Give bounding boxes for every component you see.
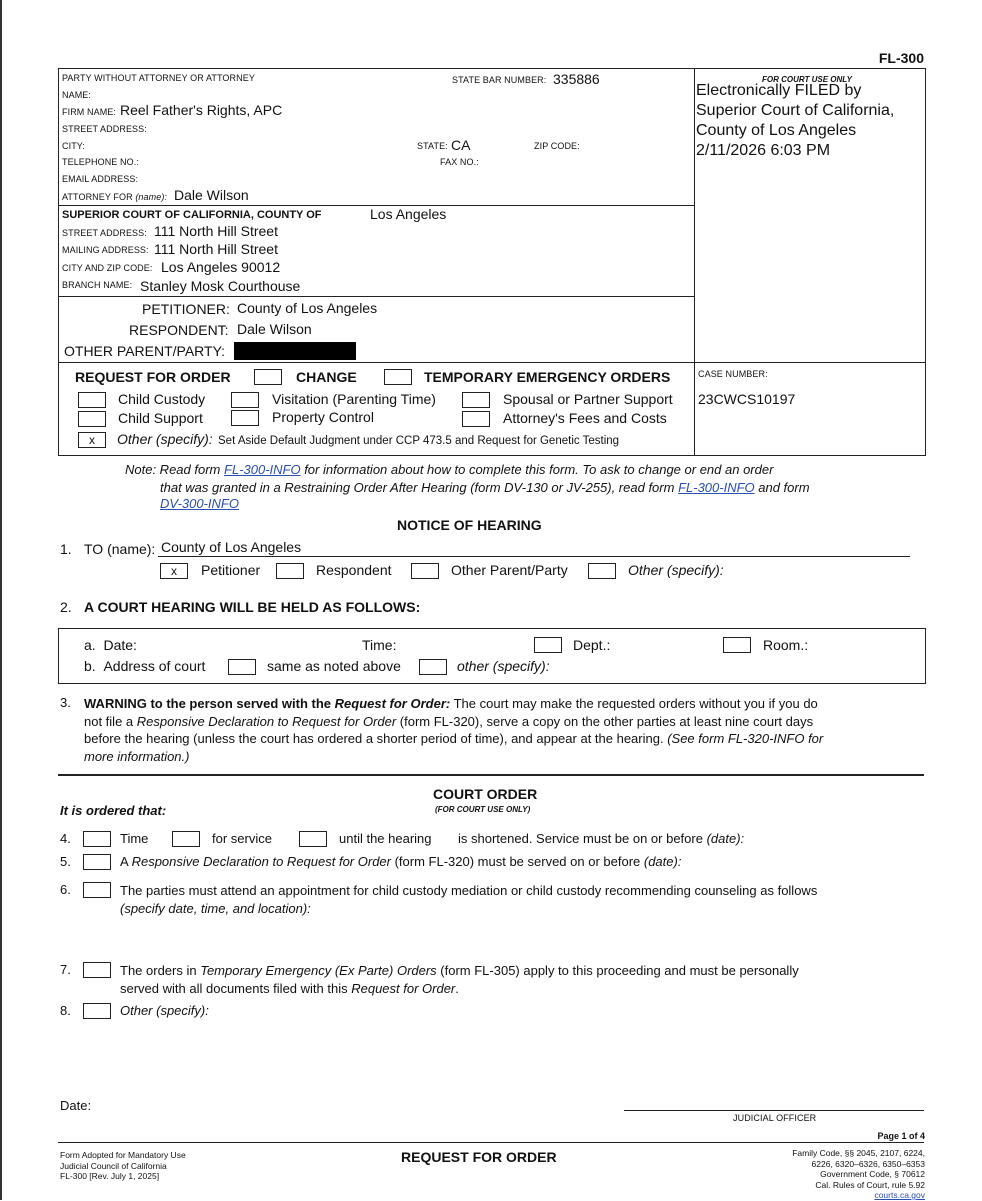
form-id: FL-300	[878, 50, 924, 66]
order4-service-checkbox[interactable]	[172, 831, 200, 847]
order8-num: 8.	[60, 1003, 71, 1018]
divider-court	[58, 296, 695, 297]
court-order-divider	[58, 774, 924, 776]
other-request-text: Set Aside Default Judgment under CCP 473.5 and Request for Genetic Testing	[218, 435, 620, 447]
dv300-info-link[interactable]: DV-300-INFO	[160, 496, 239, 511]
order5-num: 5.	[60, 854, 71, 869]
item2b: b. Address of court	[84, 658, 206, 674]
temp-emergency-label: TEMPORARY EMERGENCY ORDERS	[424, 369, 671, 385]
footer-divider	[58, 1142, 924, 1143]
order8-text: Other (specify):	[120, 1003, 209, 1018]
attorney-for-label: ATTORNEY FOR (name):	[62, 192, 168, 202]
state-value: CA	[451, 137, 471, 153]
order4-hearing: until the hearing	[339, 831, 432, 846]
caption-divider	[694, 68, 695, 455]
date-label: Date:	[60, 1098, 92, 1113]
order8-checkbox[interactable]	[83, 1003, 111, 1019]
attorney-fees-label: Attorney's Fees and Costs	[503, 410, 667, 426]
respondent-checkbox[interactable]	[276, 563, 304, 579]
other-checkbox[interactable]	[588, 563, 616, 579]
redaction-bar	[234, 342, 356, 360]
change-label: CHANGE	[296, 369, 357, 385]
child-support-label: Child Support	[118, 410, 203, 426]
attorney-for-value: Dale Wilson	[174, 187, 249, 203]
court-street-label: STREET ADDRESS:	[62, 228, 147, 238]
other-option: Other (specify):	[628, 562, 724, 578]
other-party-label: OTHER PARENT/PARTY:	[64, 343, 226, 359]
item1-name: County of Los Angeles	[161, 539, 302, 555]
courts-link[interactable]: courts.ca.gov	[874, 1190, 925, 1200]
order5-text: A Responsive Declaration to Request for Order (form FL-320) must be served on or before (date):	[120, 854, 682, 869]
case-number: 23CWCS10197	[698, 391, 796, 407]
item1-label: TO (name):	[84, 541, 156, 557]
case-number-label: CASE NUMBER:	[698, 369, 768, 379]
party-header: PARTY WITHOUT ATTORNEY OR ATTORNEY	[62, 73, 255, 83]
petitioner-name: County of Los Angeles	[237, 300, 378, 316]
order7-checkbox[interactable]	[83, 962, 111, 978]
court-branch-label: BRANCH NAME:	[62, 280, 133, 290]
property-control-label: Property Control	[272, 409, 374, 425]
petitioner-checkbox[interactable]: x	[160, 563, 188, 579]
item2-num: 2.	[60, 599, 72, 615]
order4-time: Time	[120, 831, 149, 846]
order7-num: 7.	[60, 962, 71, 977]
time-label: Time:	[362, 637, 397, 653]
order4-rest: is shortened. Service must be on or before (date):	[458, 831, 745, 846]
child-support-checkbox[interactable]	[78, 411, 106, 427]
fl300-info-link[interactable]: FL-300-INFO	[224, 462, 301, 477]
name-label: NAME:	[62, 90, 92, 100]
room-checkbox[interactable]	[723, 637, 751, 653]
note-line-1: Note: Read form FL-300-INFO for information about how to complete this form. To ask to change or end an order	[125, 462, 774, 477]
court-use-header: FOR COURT USE ONLY	[762, 75, 852, 84]
order4-num: 4.	[60, 831, 71, 846]
property-control-checkbox[interactable]	[231, 410, 259, 426]
footer-title: REQUEST FOR ORDER	[401, 1149, 557, 1165]
same-address-label: same as noted above	[267, 658, 401, 674]
ordered-label: It is ordered that:	[60, 803, 167, 818]
footer-right: Family Code, §§ 2045, 2107, 6224, 6226, 6320–6326, 6350–6353 Government Code, § 70612 Cal. Rules of Court, rule 5.92 courts.ca.gov	[792, 1148, 925, 1200]
rfo-title: REQUEST FOR ORDER	[75, 369, 231, 385]
order6-text: The parties must attend an appointment for child custody mediation or child custody recommending counseling as follows (specify date, time, and location):	[120, 883, 818, 916]
spousal-support-label: Spousal or Partner Support	[503, 391, 673, 407]
stamp-line: 2/11/2026 6:03 PM	[696, 142, 831, 159]
court-heading: SUPERIOR COURT OF CALIFORNIA, COUNTY OF	[62, 209, 322, 221]
note-line-2: that was granted in a Restraining Order After Hearing (form DV-130 or JV-255), read form FL-300-INFO and form	[160, 480, 810, 495]
other-parent-checkbox[interactable]	[411, 563, 439, 579]
court-order-heading: COURT ORDER	[433, 786, 538, 802]
order4-service: for service	[212, 831, 272, 846]
filed-stamp	[696, 81, 894, 161]
court-cityzip: Los Angeles 90012	[161, 259, 281, 275]
item2-heading: A COURT HEARING WILL BE HELD AS FOLLOWS:	[84, 599, 421, 615]
other-parent-option: Other Parent/Party	[451, 562, 568, 578]
state-label: STATE:	[417, 141, 448, 151]
fax-label: FAX NO.:	[440, 157, 479, 167]
fl300-info-link-2[interactable]: FL-300-INFO	[678, 480, 755, 495]
visitation-checkbox[interactable]	[231, 392, 259, 408]
firm-name: Reel Father's Rights, APC	[120, 102, 283, 118]
note-line-3	[160, 496, 239, 511]
notice-heading: NOTICE OF HEARING	[397, 517, 542, 533]
street-label: STREET ADDRESS:	[62, 124, 147, 134]
other-request-label: Other (specify):	[117, 431, 213, 447]
attorney-fees-checkbox[interactable]	[462, 411, 490, 427]
email-label: EMAIL ADDRESS:	[62, 174, 139, 184]
petitioner-option: Petitioner	[201, 562, 261, 578]
dept-label: Dept.:	[573, 637, 611, 653]
order6-checkbox[interactable]	[83, 882, 111, 898]
visitation-label: Visitation (Parenting Time)	[272, 391, 436, 407]
temp-emergency-checkbox[interactable]	[384, 369, 412, 385]
change-checkbox[interactable]	[254, 369, 282, 385]
stamp-line: Superior Court of California,	[696, 102, 895, 119]
same-address-checkbox[interactable]	[228, 659, 256, 675]
bar-number-label: STATE BAR NUMBER:	[452, 75, 547, 85]
dept-checkbox[interactable]	[534, 637, 562, 653]
judicial-officer-label: JUDICIAL OFFICER	[733, 1113, 817, 1123]
zip-label: ZIP CODE:	[534, 141, 580, 151]
court-county: Los Angeles	[370, 206, 447, 222]
item3-warning: WARNING to the person served with the Request for Order: The court may make the requested orders without you if you do not file a Responsive Declaration to Request for Order (form FL-320), serve a copy on the other parties at least nine court days before the hearing (unless the court has ordered a shorter period of time), and appear at the hearing. (See form FL-320-INFO for more information.)	[84, 696, 824, 764]
judicial-signature-line	[624, 1110, 924, 1111]
page-number: Page 1 of 4	[877, 1131, 925, 1141]
item1-num: 1.	[60, 541, 72, 557]
court-mailing-label: MAILING ADDRESS:	[62, 245, 149, 255]
order5-checkbox[interactable]	[83, 854, 111, 870]
court-mailing: 111 North Hill Street	[154, 241, 278, 257]
order6-num: 6.	[60, 882, 71, 897]
page-edge	[0, 0, 2, 1200]
footer-left: Form Adopted for Mandatory Use Judicial Council of California FL-300 [Rev. July 1, 2025]	[60, 1150, 186, 1181]
court-street: 111 North Hill Street	[154, 223, 278, 239]
divider-parties	[58, 362, 925, 363]
room-label: Room.:	[763, 637, 809, 653]
item1-name-line	[158, 556, 910, 557]
respondent-label: RESPONDENT:	[129, 322, 229, 338]
stamp-line: Electronically FILED by	[696, 82, 862, 99]
other-address-label: other (specify):	[457, 658, 550, 674]
spousal-support-checkbox[interactable]	[462, 392, 490, 408]
item2a: a. Date:	[84, 637, 137, 653]
order7-text: The orders in Temporary Emergency (Ex Parte) Orders (form FL-305) apply to this proceeding and must be personally served with all documents filed with this Request for Order.	[120, 963, 799, 996]
respondent-name: Dale Wilson	[237, 321, 312, 337]
court-order-sub: (FOR COURT USE ONLY)	[435, 805, 531, 814]
order4-time-checkbox[interactable]	[83, 831, 111, 847]
petitioner-label: PETITIONER:	[142, 301, 230, 317]
city-label: CITY:	[62, 141, 86, 151]
phone-label: TELEPHONE NO.:	[62, 157, 139, 167]
item3-num: 3.	[60, 695, 71, 710]
other-address-checkbox[interactable]	[419, 659, 447, 675]
order4-hearing-checkbox[interactable]	[299, 831, 327, 847]
child-custody-checkbox[interactable]	[78, 392, 106, 408]
court-branch: Stanley Mosk Courthouse	[140, 278, 301, 294]
court-cityzip-label: CITY AND ZIP CODE:	[62, 263, 153, 273]
bar-number: 335886	[553, 71, 600, 87]
child-custody-label: Child Custody	[118, 391, 206, 407]
stamp-line: County of Los Angeles	[696, 122, 857, 139]
other-request-checkbox[interactable]: x	[78, 432, 106, 448]
respondent-option: Respondent	[316, 562, 392, 578]
firm-label: FIRM NAME:	[62, 107, 116, 117]
